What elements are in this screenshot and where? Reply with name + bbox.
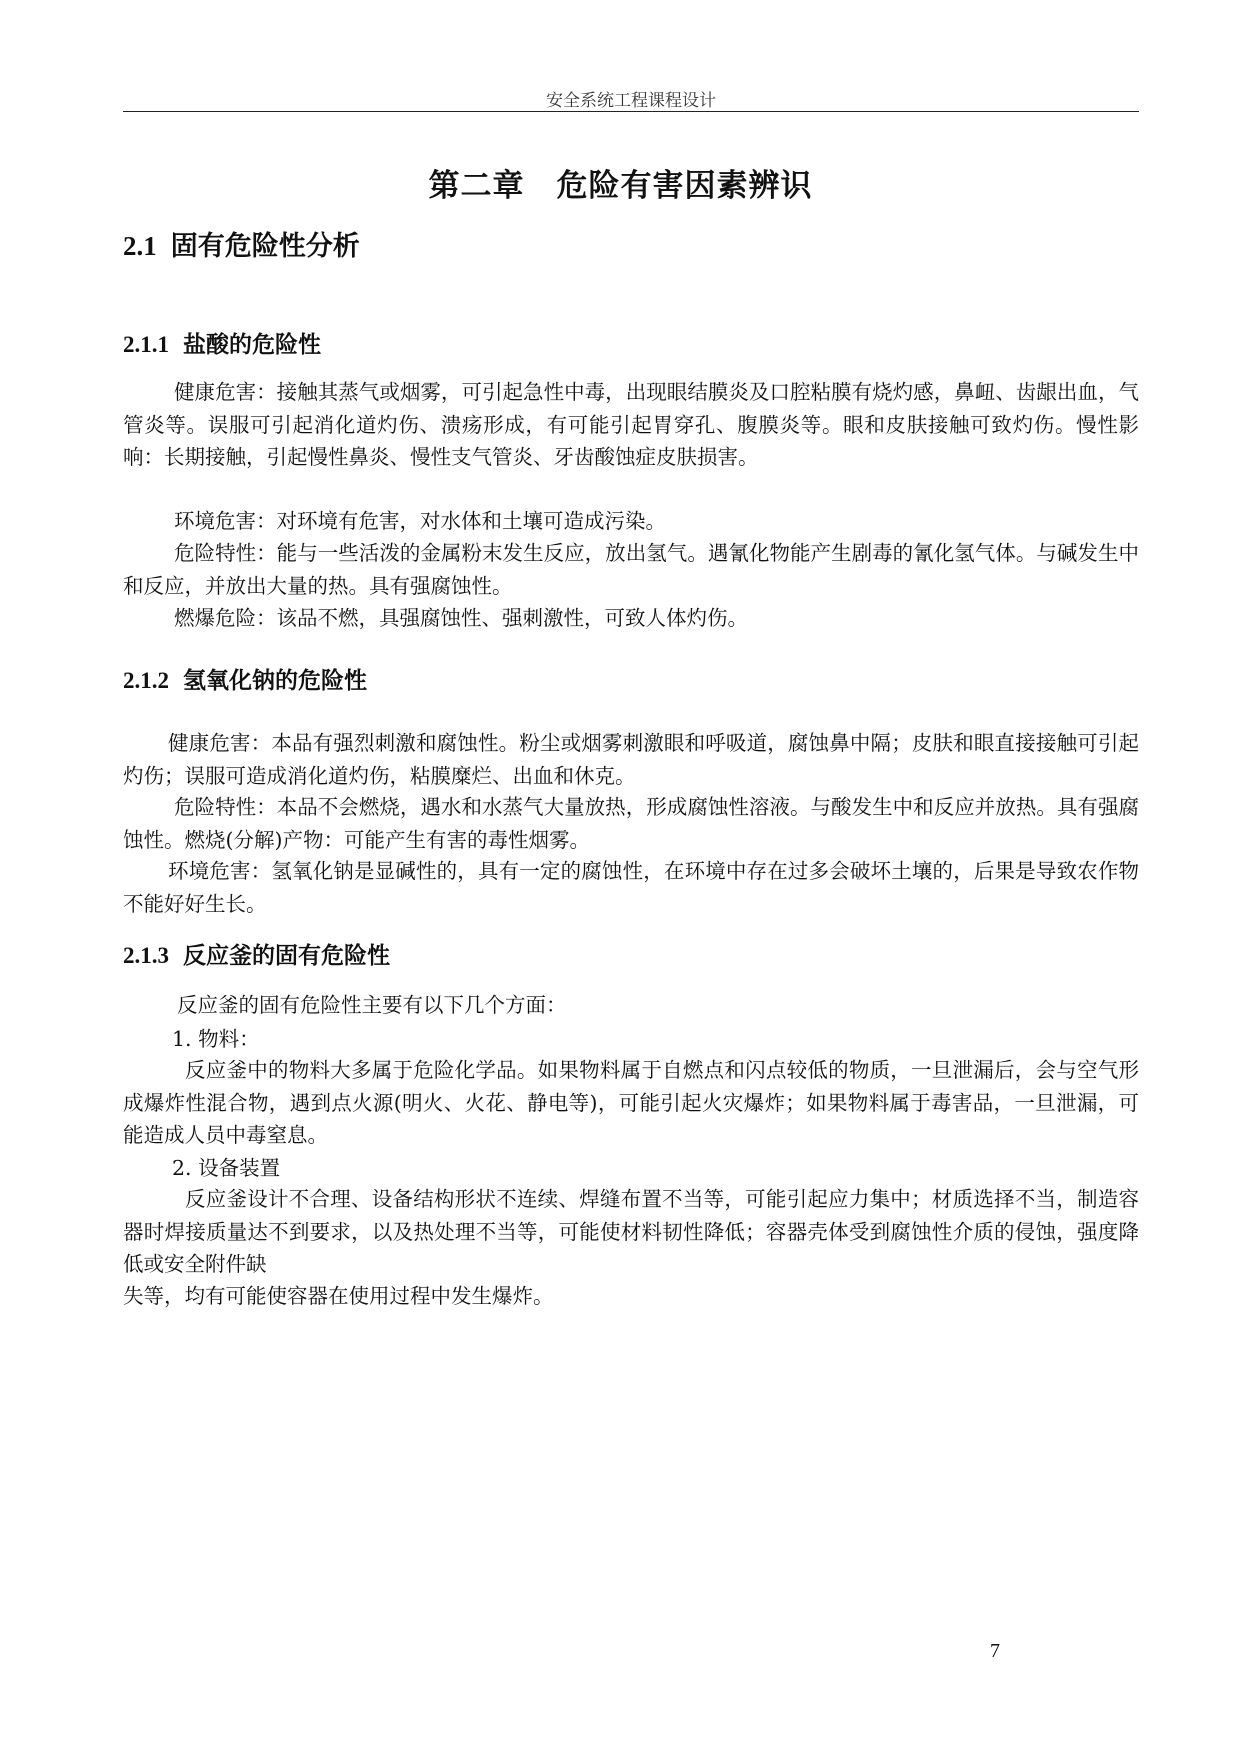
section-number: 2.1.3 [123,943,169,968]
paragraph-naoh-hazard: 危险特性：本品不会燃烧，遇水和水蒸气大量放热，形成腐蚀性溶液。与酸发生中和反应并放热。具有强腐蚀性。燃烧(分解)产物：可能产生有害的毒性烟雾。 [123,795,1139,852]
paragraph-naoh-environment: 环境危害：氢氧化钠是显碱性的，具有一定的腐蚀性，在环境中存在过多会破坏土壤的，后果是导致农作物不能好好生长。 [123,859,1139,916]
section-title: 氢氧化钠的危险性 [183,667,367,694]
paragraph-hcl-health: 健康危害：接触其蒸气或烟雾，可引起急性中毒，出现眼结膜炎及口腔粘膜有烧灼感，鼻衄、齿龈出血，气管炎等。误服可引起消化道灼伤、溃疡形成，有可能引起胃穿孔、腹膜炎等。眼和皮肤接触可致灼伤。慢性影响：长期接触，引起慢性鼻炎、慢性支气管炎、牙齿酸蚀症皮肤损害。 [123,380,1139,469]
paragraph-reactor-materials: 反应釜中的物料大多属于危险化学品。如果物料属于自燃点和闪点较低的物质，一旦泄漏后，会与空气形成爆炸性混合物，遇到点火源(明火、火花、静电等)，可能引起火灾爆炸；如果物料属于毒害品，一旦泄漏，可能造成人员中毒窒息。 [123,1058,1139,1147]
section-title: 盐酸的危险性 [183,331,321,358]
paragraph-reactor-intro: 反应釜的固有危险性主要有以下几个方面： [177,993,567,1017]
running-header: 安全系统工程课程设计 [546,91,716,111]
header-divider [123,111,1139,112]
page-number: 7 [990,1640,1000,1662]
section-heading-2-1-2 [123,662,367,695]
section-number: 2.1.2 [123,668,169,693]
paragraph-naoh-health: 健康危害：本品有强烈刺激和腐蚀性。粉尘或烟雾刺激眼和呼吸道，腐蚀鼻中隔；皮肤和眼直接接触可引起灼伤；误服可造成消化道灼伤，粘膜糜烂、出血和休克。 [123,731,1139,788]
section-heading-2-1-1 [123,326,321,359]
section-title: 反应釜的固有危险性 [183,942,390,969]
paragraph-reactor-equipment-continuation: 失等，均有可能使容器在使用过程中发生爆炸。 [123,1284,554,1308]
section-heading-2-1-3 [123,937,390,970]
section-number: 2.1 [123,231,157,261]
list-item-label-materials: 1. 物料： [172,1027,260,1051]
paragraph-hcl-environment: 环境危害：对环境有危害，对水体和土壤可造成污染。 [174,509,666,533]
section-heading-2-1 [123,224,360,263]
section-title: 固有危险性分析 [170,231,360,262]
paragraph-hcl-combustion: 燃爆危险：该品不燃，具强腐蚀性、强刺激性，可致人体灼伤。 [174,606,748,630]
chapter-title: 第二章 危险有害因素辨识 [428,168,813,204]
paragraph-reactor-equipment: 反应釜设计不合理、设备结构形状不连续、焊缝布置不当等，可能引起应力集中；材质选择不当，制造容器时焊接质量达不到要求，以及热处理不当等，可能使材料韧性降低；容器壳体受到腐蚀性介质的侵蚀，强度降低或安全附件缺 [123,1187,1139,1276]
section-number: 2.1.1 [123,332,169,357]
paragraph-hcl-hazard: 危险特性：能与一些活泼的金属粉末发生反应，放出氢气。遇氰化物能产生剧毒的氰化氢气体。与碱发生中和反应，并放出大量的热。具有强腐蚀性。 [123,541,1139,598]
list-item-label-equipment: 2. 设备装置 [172,1156,281,1180]
